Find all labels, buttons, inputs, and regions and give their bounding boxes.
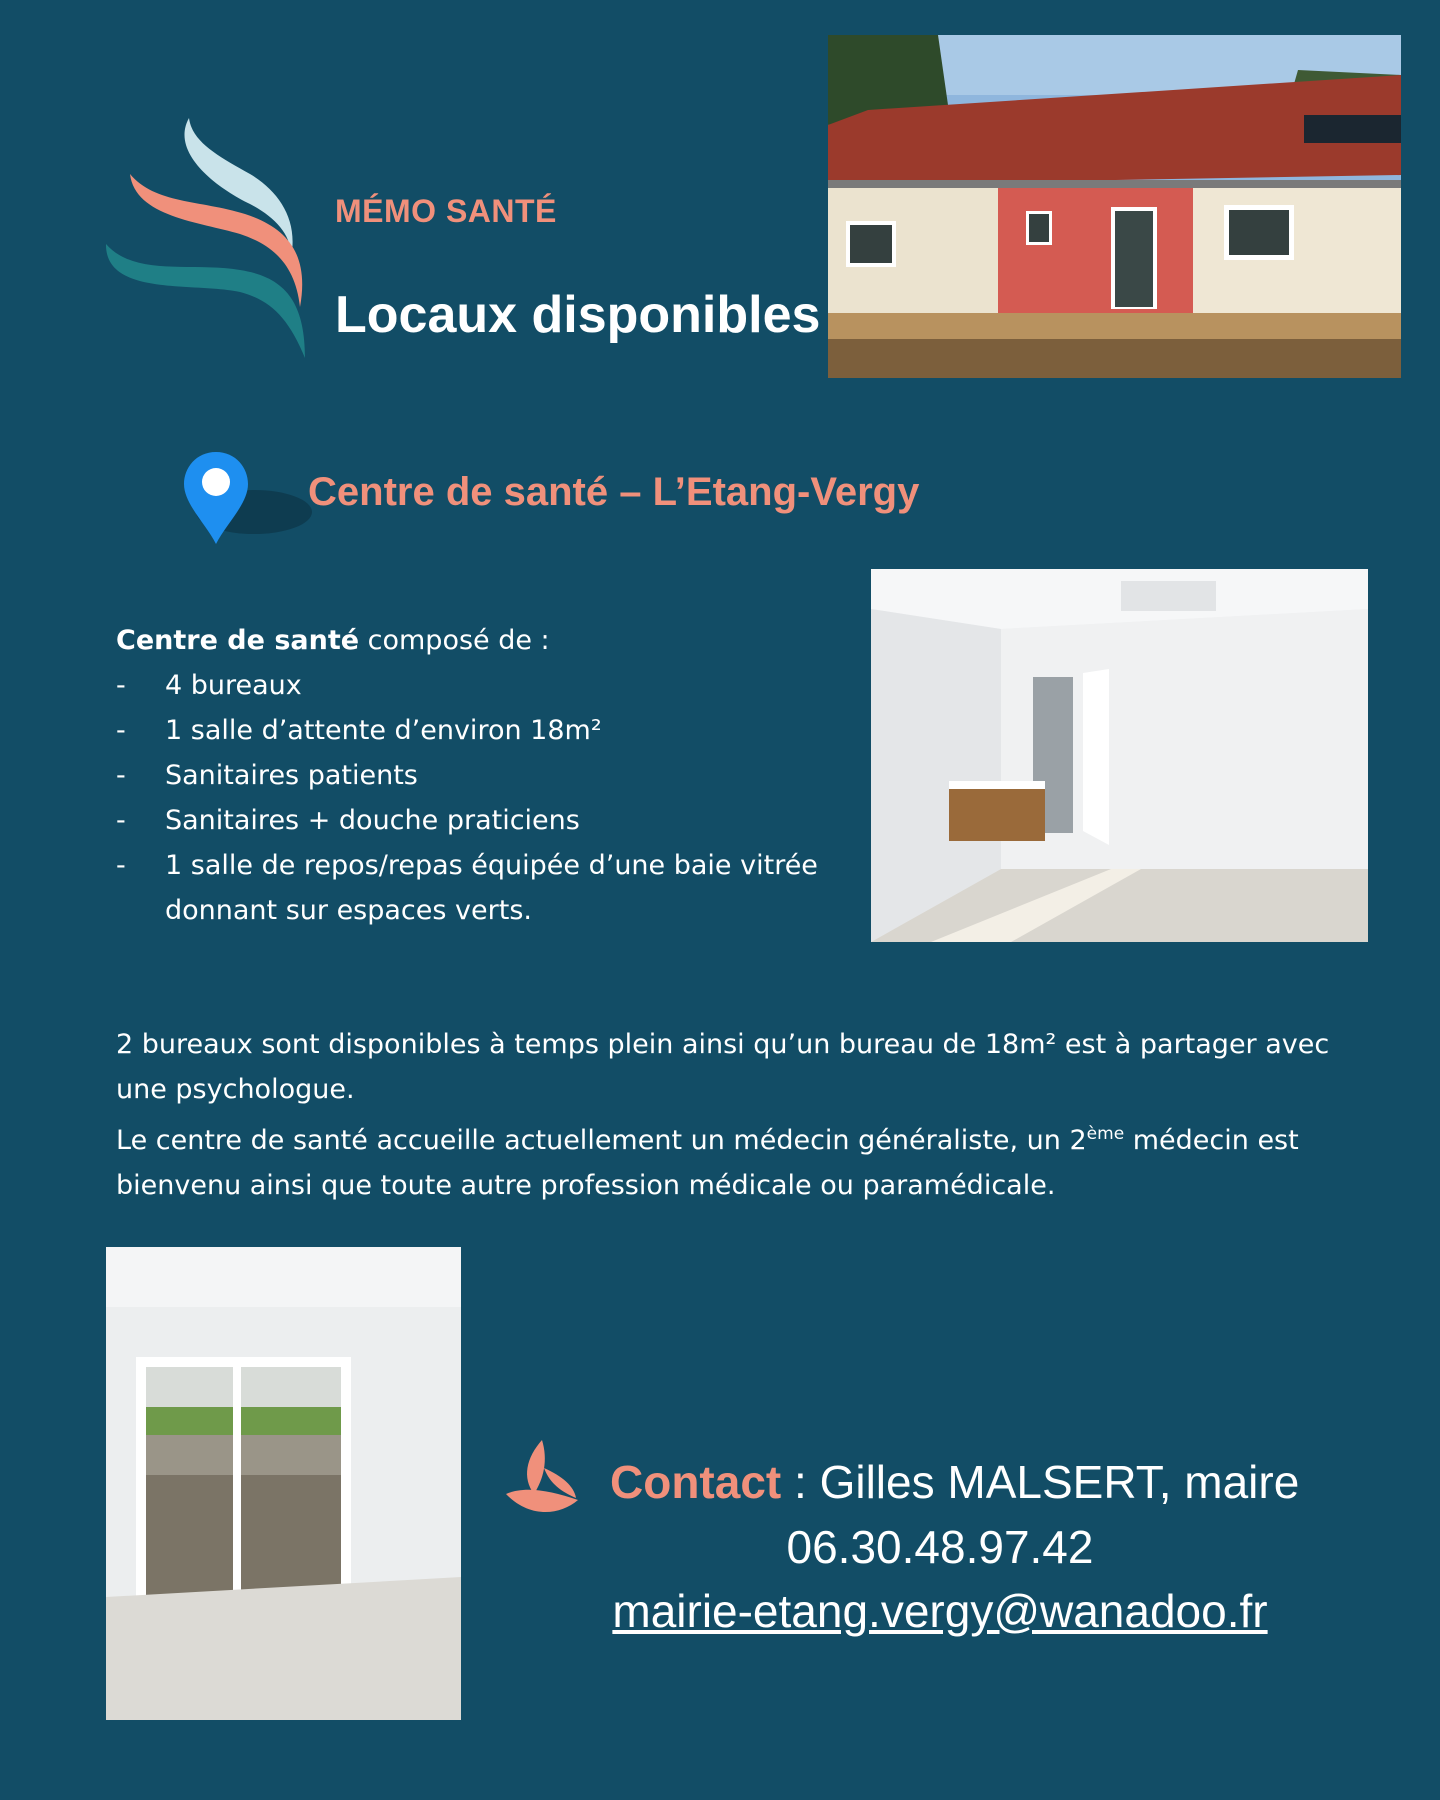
building-photo	[828, 35, 1401, 378]
composition-item: - 1 salle de repos/repas équipée d’une baie vitrée donnant sur espaces verts.	[116, 843, 836, 933]
contact-name: Gilles MALSERT, maire	[819, 1456, 1300, 1508]
map-pin-icon	[182, 448, 314, 548]
contact-phone[interactable]: 06.30.48.97.42	[786, 1521, 1094, 1573]
contact-label: Contact	[610, 1456, 782, 1508]
contact-email-link[interactable]: mairie-etang.vergy@wanadoo.fr	[612, 1585, 1268, 1637]
staff-paragraph	[116, 1112, 1346, 1208]
staff-paragraph-end: médecin est bienvenu ainsi que toute autre profession médicale ou paramédicale.	[116, 1125, 1299, 1201]
office-room-photo	[871, 569, 1368, 942]
availability-paragraph: 2 bureaux sont disponibles à temps plein ainsi qu’un bureau de 18m² est à partager avec une psychologue.	[116, 1029, 1330, 1105]
composition-intro-bold: Centre de santé	[116, 625, 360, 656]
composition-item: - Sanitaires + douche praticiens	[116, 798, 836, 843]
composition-list	[116, 663, 836, 933]
description-section	[116, 1022, 1346, 1208]
page-title: Locaux disponibles	[335, 286, 821, 344]
location-title: Centre de santé – L’Etang-Vergy	[308, 470, 920, 514]
composition-item: - 1 salle d’attente d’environ 18m²	[116, 708, 836, 753]
memo-sante-logo	[100, 112, 315, 362]
contact-separator: :	[781, 1456, 820, 1508]
bay-window-photo	[106, 1247, 461, 1720]
staff-paragraph-start: Le centre de santé accueille actuellement un médecin généraliste, un 2	[116, 1125, 1087, 1156]
contact-email-wrapper	[540, 1584, 1340, 1638]
leaf-icon	[504, 1438, 580, 1518]
contact-line	[610, 1455, 1390, 1509]
composition-item: - 4 bureaux	[116, 663, 836, 708]
composition-item: - Sanitaires patients	[116, 753, 836, 798]
composition-intro	[116, 618, 836, 663]
ordinal-suffix: ème	[1086, 1124, 1125, 1144]
composition-intro-rest: composé de :	[359, 625, 550, 656]
composition-section	[116, 618, 836, 933]
brand-label: MÉMO SANTÉ	[335, 193, 557, 229]
